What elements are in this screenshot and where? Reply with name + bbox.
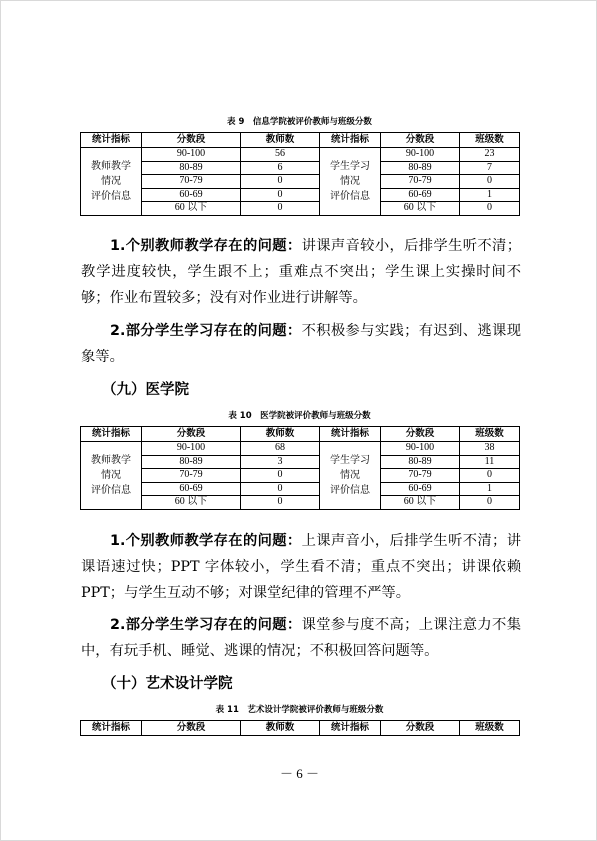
table9 bbox=[80, 132, 520, 216]
header-cell: 分数段 bbox=[381, 427, 460, 442]
table-row bbox=[81, 455, 520, 469]
paragraph-student-issues-medical bbox=[81, 612, 521, 664]
page-number: － 6 － bbox=[279, 766, 319, 781]
class-count-cell: 0 bbox=[460, 469, 520, 483]
class-count-cell: 0 bbox=[460, 202, 520, 216]
table-header-row bbox=[81, 133, 520, 148]
range-cell: 80-89 bbox=[142, 455, 241, 469]
table11 bbox=[80, 720, 520, 736]
header-cell: 班级数 bbox=[460, 427, 520, 442]
paragraph-teacher-issues-medical bbox=[81, 528, 521, 606]
teacher-count-cell: 0 bbox=[241, 188, 320, 202]
header-cell: 统计指标 bbox=[81, 721, 142, 736]
class-count-cell: 1 bbox=[460, 188, 520, 202]
table-row bbox=[81, 482, 520, 496]
paragraph-heading: 2.部分学生学习存在的问题： bbox=[110, 617, 302, 633]
range-cell: 70-79 bbox=[381, 175, 460, 189]
header-cell: 分数段 bbox=[381, 133, 460, 148]
table-row bbox=[81, 161, 520, 175]
header-cell: 班级数 bbox=[460, 721, 520, 736]
teacher-metric-label: 教师教学 情况 评价信息 bbox=[81, 148, 142, 216]
table9-caption: 表 9 信息学院被评价教师与班级分数 bbox=[227, 117, 372, 127]
table-header-row bbox=[81, 721, 520, 736]
section-heading-art-design: （十）艺术设计学院 bbox=[102, 676, 233, 692]
header-cell: 分数段 bbox=[142, 427, 241, 442]
range-cell: 80-89 bbox=[142, 161, 241, 175]
student-metric-label: 学生学习 情况 评价信息 bbox=[320, 442, 381, 510]
range-cell: 90-100 bbox=[381, 442, 460, 456]
paragraph-text: 不积极参与实践；有迟到、逃课现象等。 bbox=[81, 323, 521, 365]
paragraph-text: 讲课声音较小，后排学生听不清；教学进度较快，学生跟不上；重难点不突出；学生课上实操时间不够；作业布置较多；没有对作业进行讲解等。 bbox=[81, 238, 521, 306]
table10 bbox=[80, 426, 520, 510]
range-cell: 60-69 bbox=[142, 482, 241, 496]
class-count-cell: 38 bbox=[460, 442, 520, 456]
teacher-count-cell: 0 bbox=[241, 175, 320, 189]
header-cell: 统计指标 bbox=[320, 721, 381, 736]
header-cell: 教师数 bbox=[241, 721, 320, 736]
header-cell: 分数段 bbox=[381, 721, 460, 736]
table10-caption: 表 10 医学院被评价教师与班级分数 bbox=[228, 411, 371, 421]
table-row bbox=[81, 469, 520, 483]
header-cell: 教师数 bbox=[241, 133, 320, 148]
teacher-count-cell: 3 bbox=[241, 455, 320, 469]
teacher-count-cell: 0 bbox=[241, 202, 320, 216]
paragraph-heading: 2.部分学生学习存在的问题： bbox=[110, 323, 302, 339]
header-cell: 分数段 bbox=[142, 721, 241, 736]
table11-caption: 表 11 艺术设计学院被评价教师与班级分数 bbox=[215, 705, 384, 715]
range-cell: 70-79 bbox=[381, 469, 460, 483]
range-cell: 70-79 bbox=[142, 175, 241, 189]
range-cell: 60-69 bbox=[381, 188, 460, 202]
range-cell: 90-100 bbox=[142, 442, 241, 456]
header-cell: 分数段 bbox=[142, 133, 241, 148]
range-cell: 60 以下 bbox=[142, 496, 241, 510]
table-row bbox=[81, 148, 520, 162]
header-cell: 统计指标 bbox=[81, 427, 142, 442]
class-count-cell: 7 bbox=[460, 161, 520, 175]
paragraph-text: 课堂参与度不高；上课注意力不集中，有玩手机、睡觉、逃课的情况；不积极回答问题等。 bbox=[81, 617, 521, 659]
table-header-row bbox=[81, 427, 520, 442]
range-cell: 60 以下 bbox=[142, 202, 241, 216]
teacher-count-cell: 68 bbox=[241, 442, 320, 456]
header-cell: 统计指标 bbox=[320, 427, 381, 442]
table-row bbox=[81, 188, 520, 202]
range-cell: 70-79 bbox=[142, 469, 241, 483]
class-count-cell: 1 bbox=[460, 482, 520, 496]
paragraph-heading: 1.个别教师教学存在的问题： bbox=[110, 533, 302, 549]
header-cell: 班级数 bbox=[460, 133, 520, 148]
table-row bbox=[81, 202, 520, 216]
paragraph-teacher-issues bbox=[81, 233, 521, 311]
teacher-count-cell: 0 bbox=[241, 496, 320, 510]
range-cell: 60-69 bbox=[381, 482, 460, 496]
paragraph-heading: 1.个别教师教学存在的问题： bbox=[110, 238, 302, 254]
class-count-cell: 23 bbox=[460, 148, 520, 162]
range-cell: 90-100 bbox=[381, 148, 460, 162]
range-cell: 60 以下 bbox=[381, 496, 460, 510]
range-cell: 80-89 bbox=[381, 455, 460, 469]
table-row bbox=[81, 442, 520, 456]
table-row bbox=[81, 175, 520, 189]
header-cell: 教师数 bbox=[241, 427, 320, 442]
header-cell: 统计指标 bbox=[81, 133, 142, 148]
class-count-cell: 0 bbox=[460, 496, 520, 510]
teacher-count-cell: 6 bbox=[241, 161, 320, 175]
student-metric-label: 学生学习 情况 评价信息 bbox=[320, 148, 381, 216]
class-count-cell: 11 bbox=[460, 455, 520, 469]
range-cell: 60 以下 bbox=[381, 202, 460, 216]
paragraph-text: 上课声音小，后排学生听不清；讲课语速过快；PPT 字体较小，学生看不清；重点不突出；讲课依赖 PPT；与学生互动不够；对课堂纪律的管理不严等。 bbox=[81, 533, 521, 601]
header-cell: 统计指标 bbox=[320, 133, 381, 148]
range-cell: 60-69 bbox=[142, 188, 241, 202]
class-count-cell: 0 bbox=[460, 175, 520, 189]
range-cell: 90-100 bbox=[142, 148, 241, 162]
paragraph-student-issues bbox=[81, 318, 521, 370]
teacher-metric-label: 教师教学 情况 评价信息 bbox=[81, 442, 142, 510]
teacher-count-cell: 56 bbox=[241, 148, 320, 162]
teacher-count-cell: 0 bbox=[241, 482, 320, 496]
table-row bbox=[81, 496, 520, 510]
teacher-count-cell: 0 bbox=[241, 469, 320, 483]
range-cell: 80-89 bbox=[381, 161, 460, 175]
section-heading-medical: （九）医学院 bbox=[102, 382, 189, 398]
